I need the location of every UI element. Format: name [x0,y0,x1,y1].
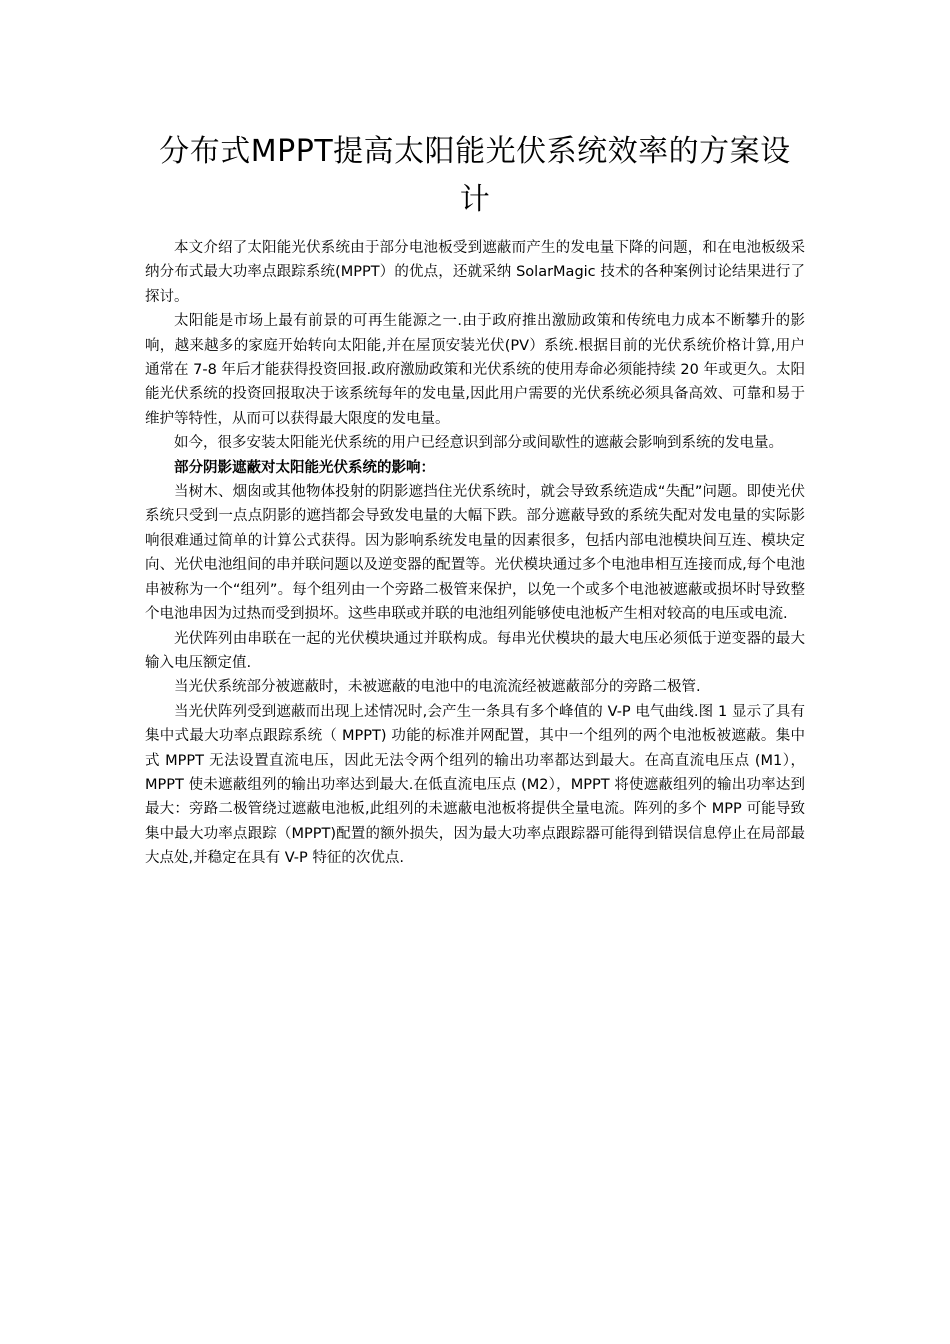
document-title: 分布式MPPT提高太阳能光伏系统效率的方案设计 [159,134,791,217]
body-paragraph: 当光伏阵列受到遮蔽而出现上述情况时,会产生一条具有多个峰值的 V-P 电气曲线.图 1 显示了具有集中式最大功率点跟踪系统（ MPPT) 功能的标准并网配置，其中一个组列的两个电池板被遮蔽。集中式 MPPT 无法设置直流电压，因此无法令两个组列的输出功率都达到最大。在高直流电压点 (M1），MPPT 使未遮蔽组列的输出功率达到最大.在低直流电压点 (M2），MPPT 将使遮蔽组列的输出功率达到最大：旁路二极管绕过遮蔽电池板,此组列的未遮蔽电池板将提供全量电流。阵列的多个 MPP 可能导致集中最大功率点跟踪（MPPT)配置的额外损失，因为最大功率点跟踪器可能得到错误信息停止在局部最大点处,并稳定在具有 V-P 特征的次优点. [145,703,805,867]
body-paragraph: 太阳能是市场上最有前景的可再生能源之一.由于政府推出激励政策和传统电力成本不断攀升的影响，越来越多的家庭开始转向太阳能,并在屋顶安装光伏(PV）系统.根据目前的光伏系统价格计算,用户通常在 7-8 年后才能获得投资回报.政府激励政策和光伏系统的使用寿命必须能持续 20 年或更久。太阳能光伏系统的投资回报取决于该系统每年的发电量,因此用户需要的光伏系统必须具备高效、可靠和易于维护等特性，从而可以获得最大限度的发电量。 [145,313,805,427]
body-paragraph: 当树木、烟囱或其他物体投射的阴影遮挡住光伏系统时，就会导致系统造成“失配”问题。即使光伏系统只受到一点点阴影的遮挡都会导致发电量的大幅下跌。部分遮蔽导致的系统失配对发电量的实际影响很难通过简单的计算公式获得。因为影响系统发电量的因素很多，包括内部电池模块间互连、模块定向、光伏电池组间的串并联问题以及逆变器的配置等。光伏模块通过多个电池串相互连接而成,每个电池串被称为一个“组列”。每个组列由一个旁路二极管来保护，以免一个或多个电池被遮蔽或损坏时导致整个电池串因为过热而受到损坏。这些串联或并联的电池组列能够使电池板产生相对较高的电压或电流. [145,484,805,623]
document-page [145,128,805,871]
body-paragraph: 光伏阵列由串联在一起的光伏模块通过并联构成。每串光伏模块的最大电压必须低于逆变器的最大输入电压额定值. [145,630,805,671]
body-paragraph: 如今，很多安装太阳能光伏系统的用户已经意识到部分或间歇性的遮蔽会影响到系统的发电量。 [174,435,783,452]
section-heading: 部分阴影遮蔽对太阳能光伏系统的影响： [174,459,435,476]
body-paragraph: 当光伏系统部分被遮蔽时，未被遮蔽的电池中的电流流经被遮蔽部分的旁路二极管. [174,679,701,696]
intro-paragraph: 本文介绍了太阳能光伏系统由于部分电池板受到遮蔽而产生的发电量下降的问题，和在电池板级采纳分布式最大功率点跟踪系统(MPPT）的优点，还就采纳 SolarMagic 技术的各种案例讨论结果进行了探讨。 [145,240,805,305]
